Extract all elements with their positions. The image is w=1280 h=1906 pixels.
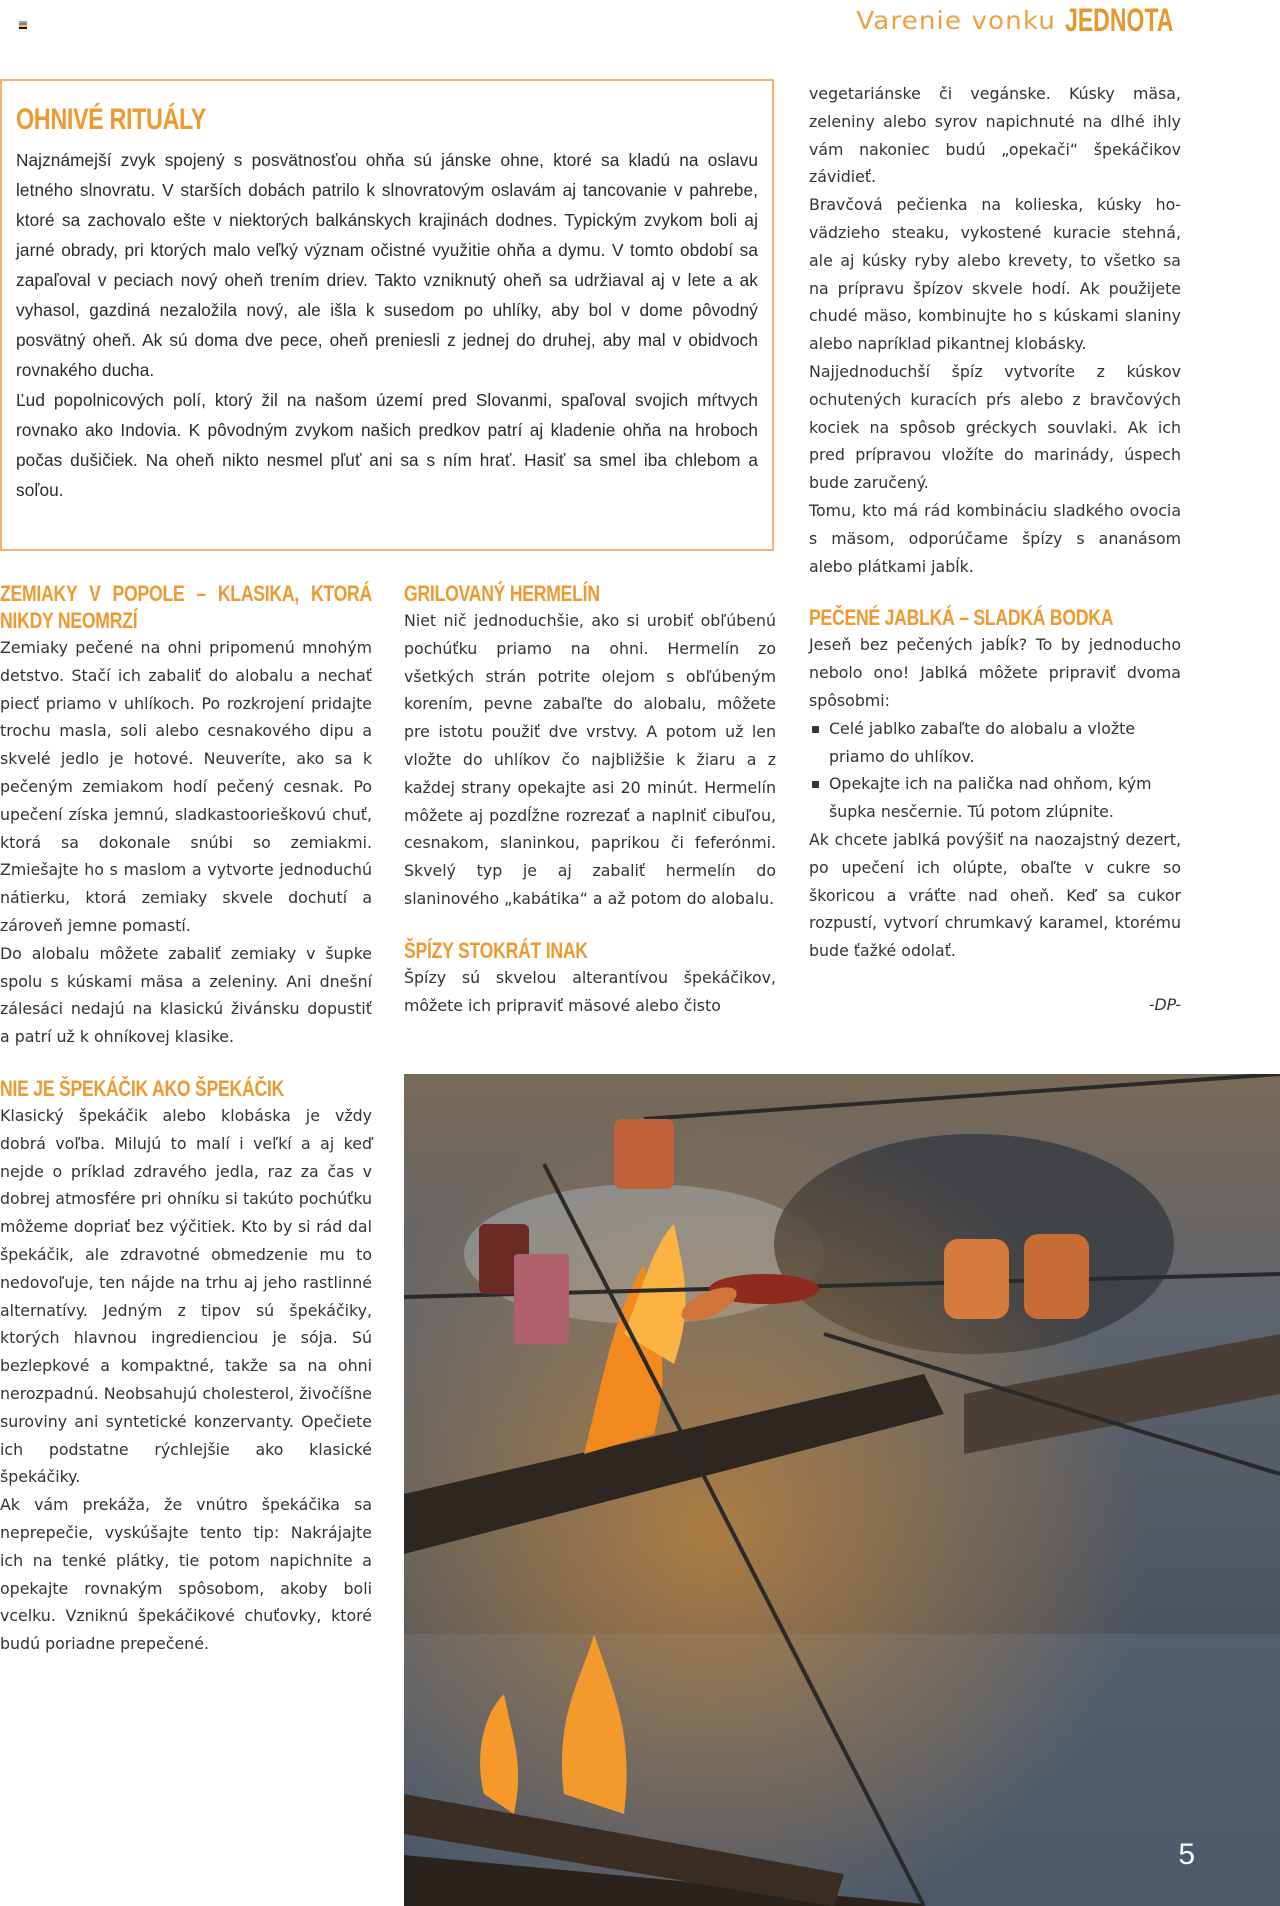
paragraph: Jeseň bez pečených jabĺk? To by jednoducho nebolo ono! Jablká môžete pripraviť dvoma spôsobmi:	[809, 635, 1181, 710]
bullet-list	[809, 715, 1181, 826]
page-header	[856, 0, 1182, 40]
bullet-item	[809, 770, 1181, 826]
paragraph: Ak vám prekáža, že vnútro špekáčika sa neprepečie, vyskúšajte tento tip: Nakrájajte ich na tenké plátky, tie potom napichnite a opekajte rovnakým spôsobom, akoby boli vcelku. Vzniknú špekáčikové chuťovky, ktoré budú poriadne prepečené.	[0, 1495, 372, 1654]
fire-rituals-box	[0, 79, 774, 551]
paragraph: Do alobalu môžete zabaliť zemiaky v šupke spolu s kúskami mäsa a zeleniny. Ani dnešní zálesáci nedajú na klasickú živánsku dopustiť a patrí už k ohníkovej klasike.	[0, 943, 372, 1047]
column-3	[809, 80, 1181, 1019]
page-number: 5	[1178, 1838, 1195, 1871]
bullet-text: Celé jablko zabaľte do alobalu a vložte priamo do uhlíkov.	[829, 718, 1136, 766]
column-2	[404, 580, 776, 1019]
paragraph: Tomu, kto má rád kombináciu sladkého ovocia s mäsom, odporúčame špízy s ananásom alebo plátkami jabĺk.	[809, 500, 1181, 576]
paragraph: Niet nič jednoduchšie, ako si urobiť obľúbenú pochúťku priamo na ohni. Hermelín zo všetkých strán potrite olejom s obľúbeným korením, pevne zabaľte do alobalu, môžete pre istotu použiť dve vrstvy. A potom už len vložte do uhlíkov čo najbližšie k žiaru a z každej strany opekajte asi 20 minút. Hermelín môžete aj pozdĺžne rozrezať a naplniť cibuľou, cesnakom, slaninkou, paprikou či feferónmi. Skvelý typ je aj zabaliť hermelín do slaninového „kabátika“ a až potom do alobalu.	[404, 611, 776, 908]
brand-logo: JEDNOTA	[1065, 1, 1174, 38]
section-heading-sausages: NIE JE ŠPEKÁČIK AKO ŠPEKÁČIK	[0, 1075, 285, 1101]
campfire-photo	[404, 1074, 1280, 1906]
bullet-text: Opekajte ich na palička nad ohňom, kým šupka nesčernie. Tú potom zlúpnite.	[829, 774, 1152, 822]
paragraph: Špízy sú skvelou alterantívou špekáčikov, môžete ich pripraviť mäsové alebo čisto	[404, 967, 776, 1015]
paragraph: Zemiaky pečené na ohni pripomenú mnohým detstvo. Stačí ich zabaliť do alobalu a nechať piecť priamo v uhlíkoch. Po rozkrojení pridajte trochu masla, soli alebo cesnakového dipu a skvelé jedlo je hotové. Neuveríte, ako sa k pečeným zemiakom hodí pečený cesnak. Po upečení získa jemnú, sladkastoorieškovú chuť, ktorá sa dokonale snúbi so zemiakmi. Zmiešajte ho s maslom a vytvorte jednoduchú nátierku, ktorá zemiaky skvele dochutí a zároveň jemne pomastí.	[0, 638, 372, 935]
paragraph: Ak chcete jablká povýšiť na naozajstný dezert, po upečení ich olúpte, obaľte v cukre so škoricou a vráťte nad oheň. Keď sa cukor rozpustí, vytvorí chrumkavý karamel, ktorému bude ťažké odolať.	[809, 829, 1181, 961]
bullet-item	[809, 715, 1181, 771]
bullet-icon	[812, 781, 819, 788]
box-paragraph: Ľud popolnicových polí, ktorý žil na našom území pred Slovanmi, spaľoval svojich mŕtvych rovnako ako Indovia. K pôvodným zvykom našich predkov patrí aj kladenie ohňa na hroboch počas dušičiek. Na oheň nikto nesmel pľuť ani sa s ním hrať. Hasiť sa smel iba chlebom a soľou.	[16, 390, 758, 500]
section-heading-potatoes: ZEMIAKY V POPOLE – KLASIKA, KTORÁ NIKDY NEOMRZÍ	[0, 581, 372, 633]
column-1	[0, 580, 372, 1658]
box-title: OHNIVÉ RITUÁLY	[16, 103, 207, 136]
section-heading-skewers: ŠPÍZY STOKRÁT INAK	[404, 937, 588, 963]
paragraph: Najjednoduchší špíz vytvoríte z kúskov ochutených kuracích pŕs alebo z bravčových kociek na spôsob gréckych souvlaki. Ak ich pred prípravou vložíte do marinády, úspech bude zaručený.	[809, 361, 1181, 493]
section-heading-hermelin: GRILOVANÝ HERMELÍN	[404, 581, 600, 606]
author-signature: -DP-	[1148, 994, 1181, 1014]
paragraph: vegetariánske či vegánske. Kúsky mäsa, zeleniny alebo syrov napichnuté na dlhé ihly vám nakoniec budú „opekači“ špekáčikov závidieť.	[809, 84, 1181, 187]
paragraph: Klasický špekáčik alebo klobáska je vždy dobrá voľba. Milujú to malí i veľkí a aj keď nejde o príklad zdravého jedla, raz za čas v dobrej atmosfére pri ohníku si takúto pochúťku môžeme dopriať bez výčitiek. Kto by si rád dal špekáčik, ale zdravotné obmedzenie mu to nedovoľuje, ten nájde na trhu aj jeho rastlinné alternatívy. Jedným z tipov sú špekáčiky, ktorých hlavnou ingredienciou je sója. Sú bezlepkové a kompaktné, takže sa na ohni nerozpadnú. Neobsahujú cholesterol, živočíšne suroviny ani syntetické konzervanty. Opečiete ich podstatne rýchlejšie ako klasické špekáčiky.	[0, 1105, 372, 1487]
print-registration-mark	[19, 21, 27, 29]
section-title: Varenie vonku	[856, 5, 1057, 35]
bullet-icon	[812, 726, 819, 733]
section-heading-apples: PEČENÉ JABLKÁ – SLADKÁ BODKA	[809, 605, 1114, 631]
box-paragraph: Najznámejší zvyk spojený s posvätnosťou ohňa sú jánske ohne, ktoré sa kladú na oslavu letného slnovratu. V starších dobách patrilo k slnovratovým oslavám aj tancovanie v pahrebe, ktoré sa zachovalo ešte v niektorých balkánskych krajinách dodnes. Typickým zvykom boli aj jarné obrady, pri ktorých malo veľký význam očistné využitie ohňa a dymu. V tomto období sa zapaľoval v peciach nový oheň trením driev. Takto vzniknutý oheň sa udržiaval aj v lete a ak vyhasol, gazdiná nezaložila nový, ale išla k susedom po uhlíky, aby bol v dome pôvodný posvätný oheň. Ak sú doma dve pece, oheň preniesli z jednej do druhej, aby mal v obidvoch rovnakého ducha.	[16, 150, 758, 380]
paragraph: Bravčová pečienka na kolieska, kúsky hovädzieho steaku, vykostené kuracie stehná, ale aj kúsky ryby alebo krevety, to všetko sa na prípravu špízov skvele hodí. Ak použijete chudé mäso, kombinujte ho s kúskami slaniny alebo napríklad pikantnej klobásky.	[809, 195, 1181, 354]
campfire-illustration	[404, 1074, 1280, 1906]
